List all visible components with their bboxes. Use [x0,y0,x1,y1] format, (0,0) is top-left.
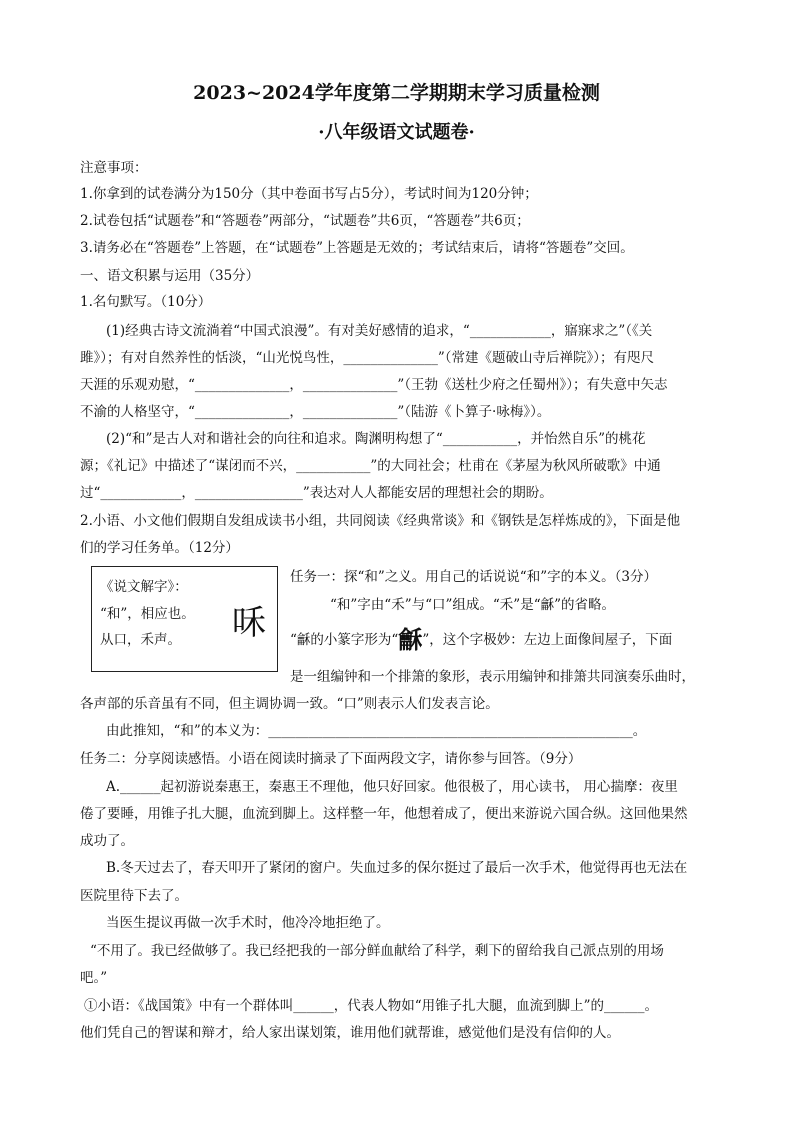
task-2-title: 任务二：分享阅读感悟。小语在阅读时摘录了下面两段文字，请你参与回答。（9分） [80,751,582,767]
question-1-line: 天涯的乐观劝慰，“______________，______________”（王勃《送杜少府之任蜀州》）；有失意中矢志 [80,377,668,393]
exam-subtitle: ·八年级语文试题卷· [318,122,475,143]
sub-question: 他们凭自己的智谋和辩才，给人家出谋划策，谁用他们就帮谁，感觉他们是没有信仰的人。 [80,1025,620,1041]
question-1-line: 过“____________，________________”表达对人人都能安居的理想社会的期盼。 [80,485,553,501]
notice-item: 2.试卷包括“试题卷”和“答题卷”两部分，“试题卷”共6页，“答题卷”共6页； [80,213,530,229]
seal-script-he-full: 龢 [398,625,423,654]
sub-question: ①小语：《战国策》中有一个群体叫______，代表人物如“用锥子扎大腿，血流到脚上”的______。 [84,998,659,1014]
shuowen-quote-box [91,566,278,672]
question-1-line: 雎》）；有对自然养性的恬淡，“山光悦鸟性，______________”（常建《题破山寺后禅院》）；有咫尺 [80,350,655,366]
question-1-line: (2)“和”是古人对和谐社会的向往和追求。陶渊明构想了“___________，并怡然自乐”的桃花 [106,431,646,447]
notice-heading: 注意事项： [80,160,148,176]
passage-b: B.冬天过去了，春天叩开了紧闭的窗户。失血过多的保尔挺过了最后一次手术，他觉得再也无法在 [106,860,688,876]
section-heading: 一、语文积累与运用（35分） [80,268,260,284]
seal-script-he: 咊 [232,603,266,643]
task-1-text-part: ”，这个字极妙：左边上面像间屋子，下面 [422,632,673,648]
passage-a: 倦了要睡，用锥子扎大腿，血流到脚上。这样整一年，他想着成了，便出来游说六国合纵。这回他果然 [80,806,688,822]
question-1-line: (1)经典古诗文流淌着“中国式浪漫”。有对美好感情的追求，“____________，寤寐求之”（《关 [106,323,653,339]
task-1-title: 任务一：探“和”之义。用自己的话说说“和”字的本义。（3分） [290,569,657,585]
question-2-intro: 们的学习任务单。（12分） [80,540,239,556]
passage-b: 吧。” [80,970,108,986]
task-1-text-part: “龢的小篆字形为“ [290,632,399,648]
shuowen-source: 《说文解字》： [100,579,188,595]
passage-b: 当医生提议再做一次手术时，他冷冷地拒绝了。 [106,915,390,931]
question-2-intro: 2.小语、小文他们假期自发组成读书小组，共同阅读《经典常谈》和《钢铁是怎样炼成的》，下面是他 [80,513,681,529]
task-1-answer-line: 由此推知，“和”的本义为：______________________________________________________。 [106,723,647,739]
notice-item: 3.请务必在“答题卷”上答题，在“试题卷”上答题是无效的；考试结束后，请将“答题卷”交回。 [80,240,634,256]
notice-item: 1.你拿到的试卷满分为150分（其中卷面书写占5分），考试时间为120分钟； [80,186,538,202]
task-1-text: “和”字由“禾”与“口”组成。“禾”是“龢”的省略。 [330,597,616,613]
exam-title: 2023~2024学年度第二学期期末学习质量检测 [193,82,600,104]
passage-a: A.______起初游说秦惠王，秦惠王不理他，他只好回家。他很极了，用心读书， 用心揣摩：夜里 [106,779,678,795]
passage-b: “不用了。我已经做够了。我已经把我的一部分鲜血献给了科学，剩下的留给我自己派点别的用场 [90,943,664,959]
shuowen-definition: “和”，相应也。 [100,606,195,622]
task-1-text: 是一组编钟和一个排箫的象形，表示用编钟和排箫共同演奏乐曲时， [290,669,695,685]
task-1-text [290,625,673,654]
passage-a: 成功了。 [80,833,134,849]
passage-b: 医院里待下去了。 [80,888,188,904]
shuowen-definition: 从口，禾声。 [100,632,181,648]
task-1-text: 各声部的乐音虽有不同，但主调协调一致。“口”则表示人们发表言论。 [80,696,499,712]
question-1-line: 源；《礼记》中描述了“谋闭而不兴，___________”的大同社会；杜甫在《茅屋为秋风所破歌》中通 [80,458,661,474]
question-1-heading: 1.名句默写。（10分） [80,294,212,310]
question-1-line: 不渝的人格坚守，“______________，______________”（陆游《卜算子·咏梅》）。 [80,404,551,420]
